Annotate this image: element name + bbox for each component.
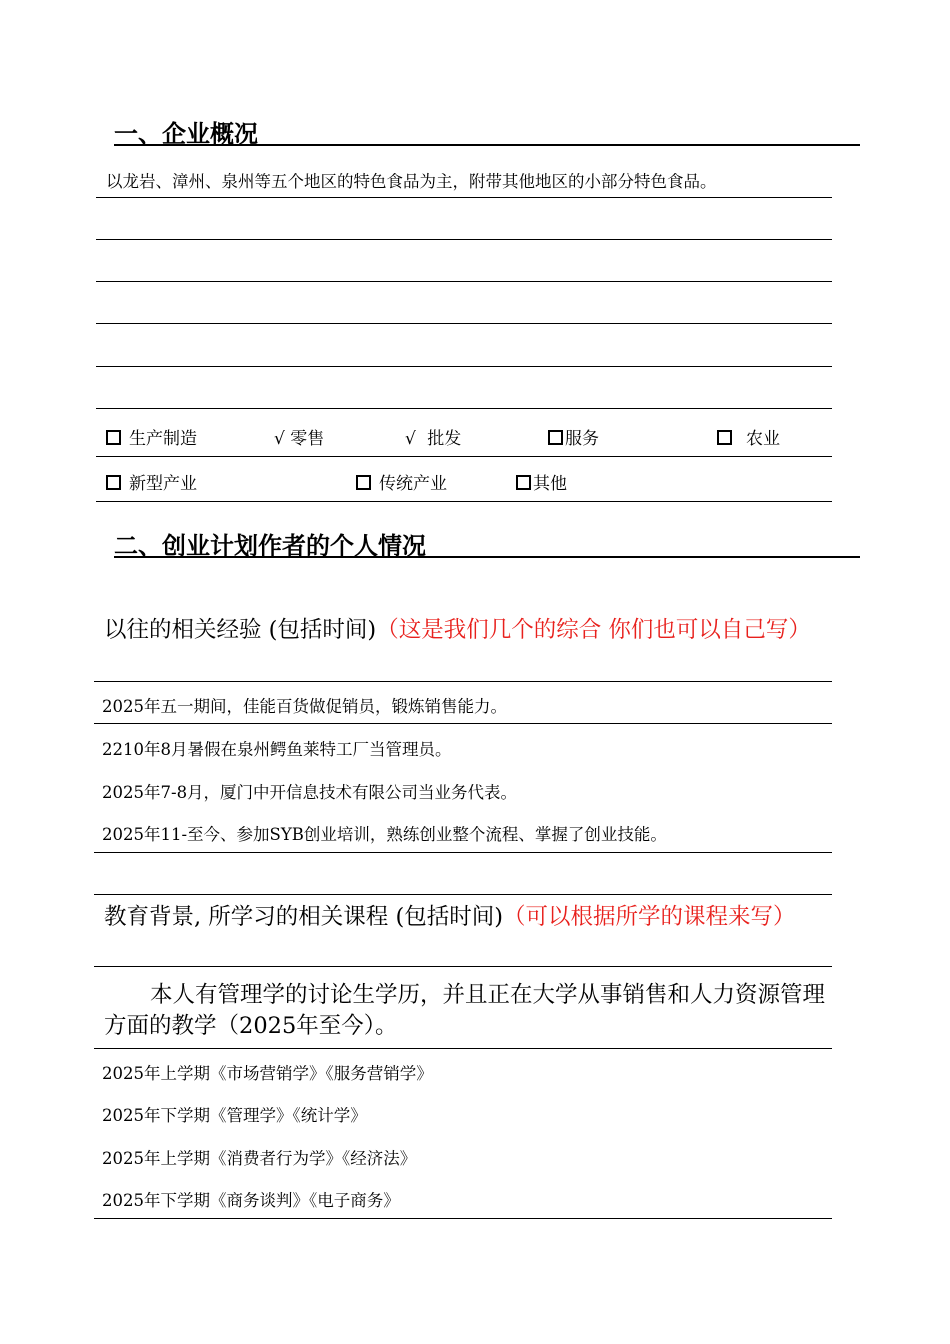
checkmark-icon: √	[274, 429, 285, 449]
form-line	[96, 366, 832, 367]
checkmark-icon: √	[405, 429, 416, 449]
option-label: 农业	[746, 429, 780, 449]
section2-heading: 二、创业计划作者的个人情况	[114, 532, 426, 560]
option-label: 生产制造	[129, 429, 197, 449]
experience-item: 2025年五一期间，佳能百货做促销员，锻炼销售能力。	[102, 697, 507, 716]
experience-title	[104, 615, 824, 646]
education-title-text: 教育背景, 所学习的相关课程 (包括时间)	[104, 904, 504, 930]
education-paragraph: 本人有管理学的讨论生学历，并且正在大学从事销售和人力资源管理方面的教学（2025年至今）。	[104, 982, 826, 1039]
form-line	[94, 966, 832, 967]
form-line	[96, 323, 832, 324]
form-line	[96, 197, 832, 198]
experience-item: 2025年11-至今、参加SYB创业培训，熟练创业整个流程、掌握了创业技能。	[102, 825, 667, 844]
section1-heading: 一、企业概况	[114, 120, 258, 148]
option-label: 新型产业	[129, 474, 197, 494]
education-title	[104, 902, 824, 933]
course-item: 2025年上学期《市场营销学》《服务营销学》	[102, 1064, 433, 1083]
form-line	[96, 239, 832, 240]
experience-item: 2025年7-8月，厦门中开信息技术有限公司当业务代表。	[102, 783, 518, 802]
form-line	[94, 723, 832, 724]
course-item: 2025年下学期《商务谈判》《电子商务》	[102, 1191, 400, 1210]
form-line	[94, 852, 832, 853]
form-line	[96, 281, 832, 282]
form-line	[94, 894, 832, 895]
course-item: 2025年上学期《消费者行为学》《经济法》	[102, 1149, 417, 1168]
experience-note: （这是我们几个的综合 你们也可以自己写）	[376, 617, 811, 643]
option-wholesale[interactable]	[405, 424, 461, 449]
option-retail[interactable]	[274, 424, 324, 449]
checkbox-icon[interactable]	[717, 430, 732, 445]
form-line	[94, 1048, 832, 1049]
form-line	[94, 681, 832, 682]
form-line	[96, 408, 832, 409]
education-note: （可以根据所学的课程来写）	[503, 904, 796, 930]
form-line	[96, 501, 832, 502]
option-new-industry[interactable]	[106, 469, 197, 494]
option-label: 批发	[427, 429, 462, 449]
option-service[interactable]	[548, 424, 599, 449]
option-traditional-industry[interactable]	[356, 469, 447, 494]
checkbox-icon[interactable]	[106, 430, 121, 445]
option-label: 其他	[533, 474, 567, 494]
option-label: 零售	[290, 429, 325, 449]
checkbox-icon[interactable]	[106, 475, 121, 490]
checkbox-icon[interactable]	[516, 475, 531, 490]
form-line	[96, 456, 832, 457]
course-item: 2025年下学期《管理学》《统计学》	[102, 1106, 367, 1125]
option-label: 服务	[565, 429, 599, 449]
experience-title-text: 以往的相关经验 (包括时间)	[104, 617, 377, 643]
option-manufacturing[interactable]	[106, 424, 197, 449]
checkbox-icon[interactable]	[548, 430, 563, 445]
experience-item: 2210年8月暑假在泉州鳄鱼莱特工厂当管理员。	[102, 740, 452, 759]
form-line	[94, 1218, 832, 1219]
company-description: 以龙岩、漳州、泉州等五个地区的特色食品为主，附带其他地区的小部分特色食品。	[106, 172, 717, 191]
section2-heading-rule	[114, 556, 860, 558]
option-other[interactable]	[516, 469, 567, 494]
option-agriculture[interactable]	[717, 424, 780, 449]
section1-heading-rule	[114, 144, 860, 146]
option-label: 传统产业	[379, 474, 447, 494]
checkbox-icon[interactable]	[356, 475, 371, 490]
